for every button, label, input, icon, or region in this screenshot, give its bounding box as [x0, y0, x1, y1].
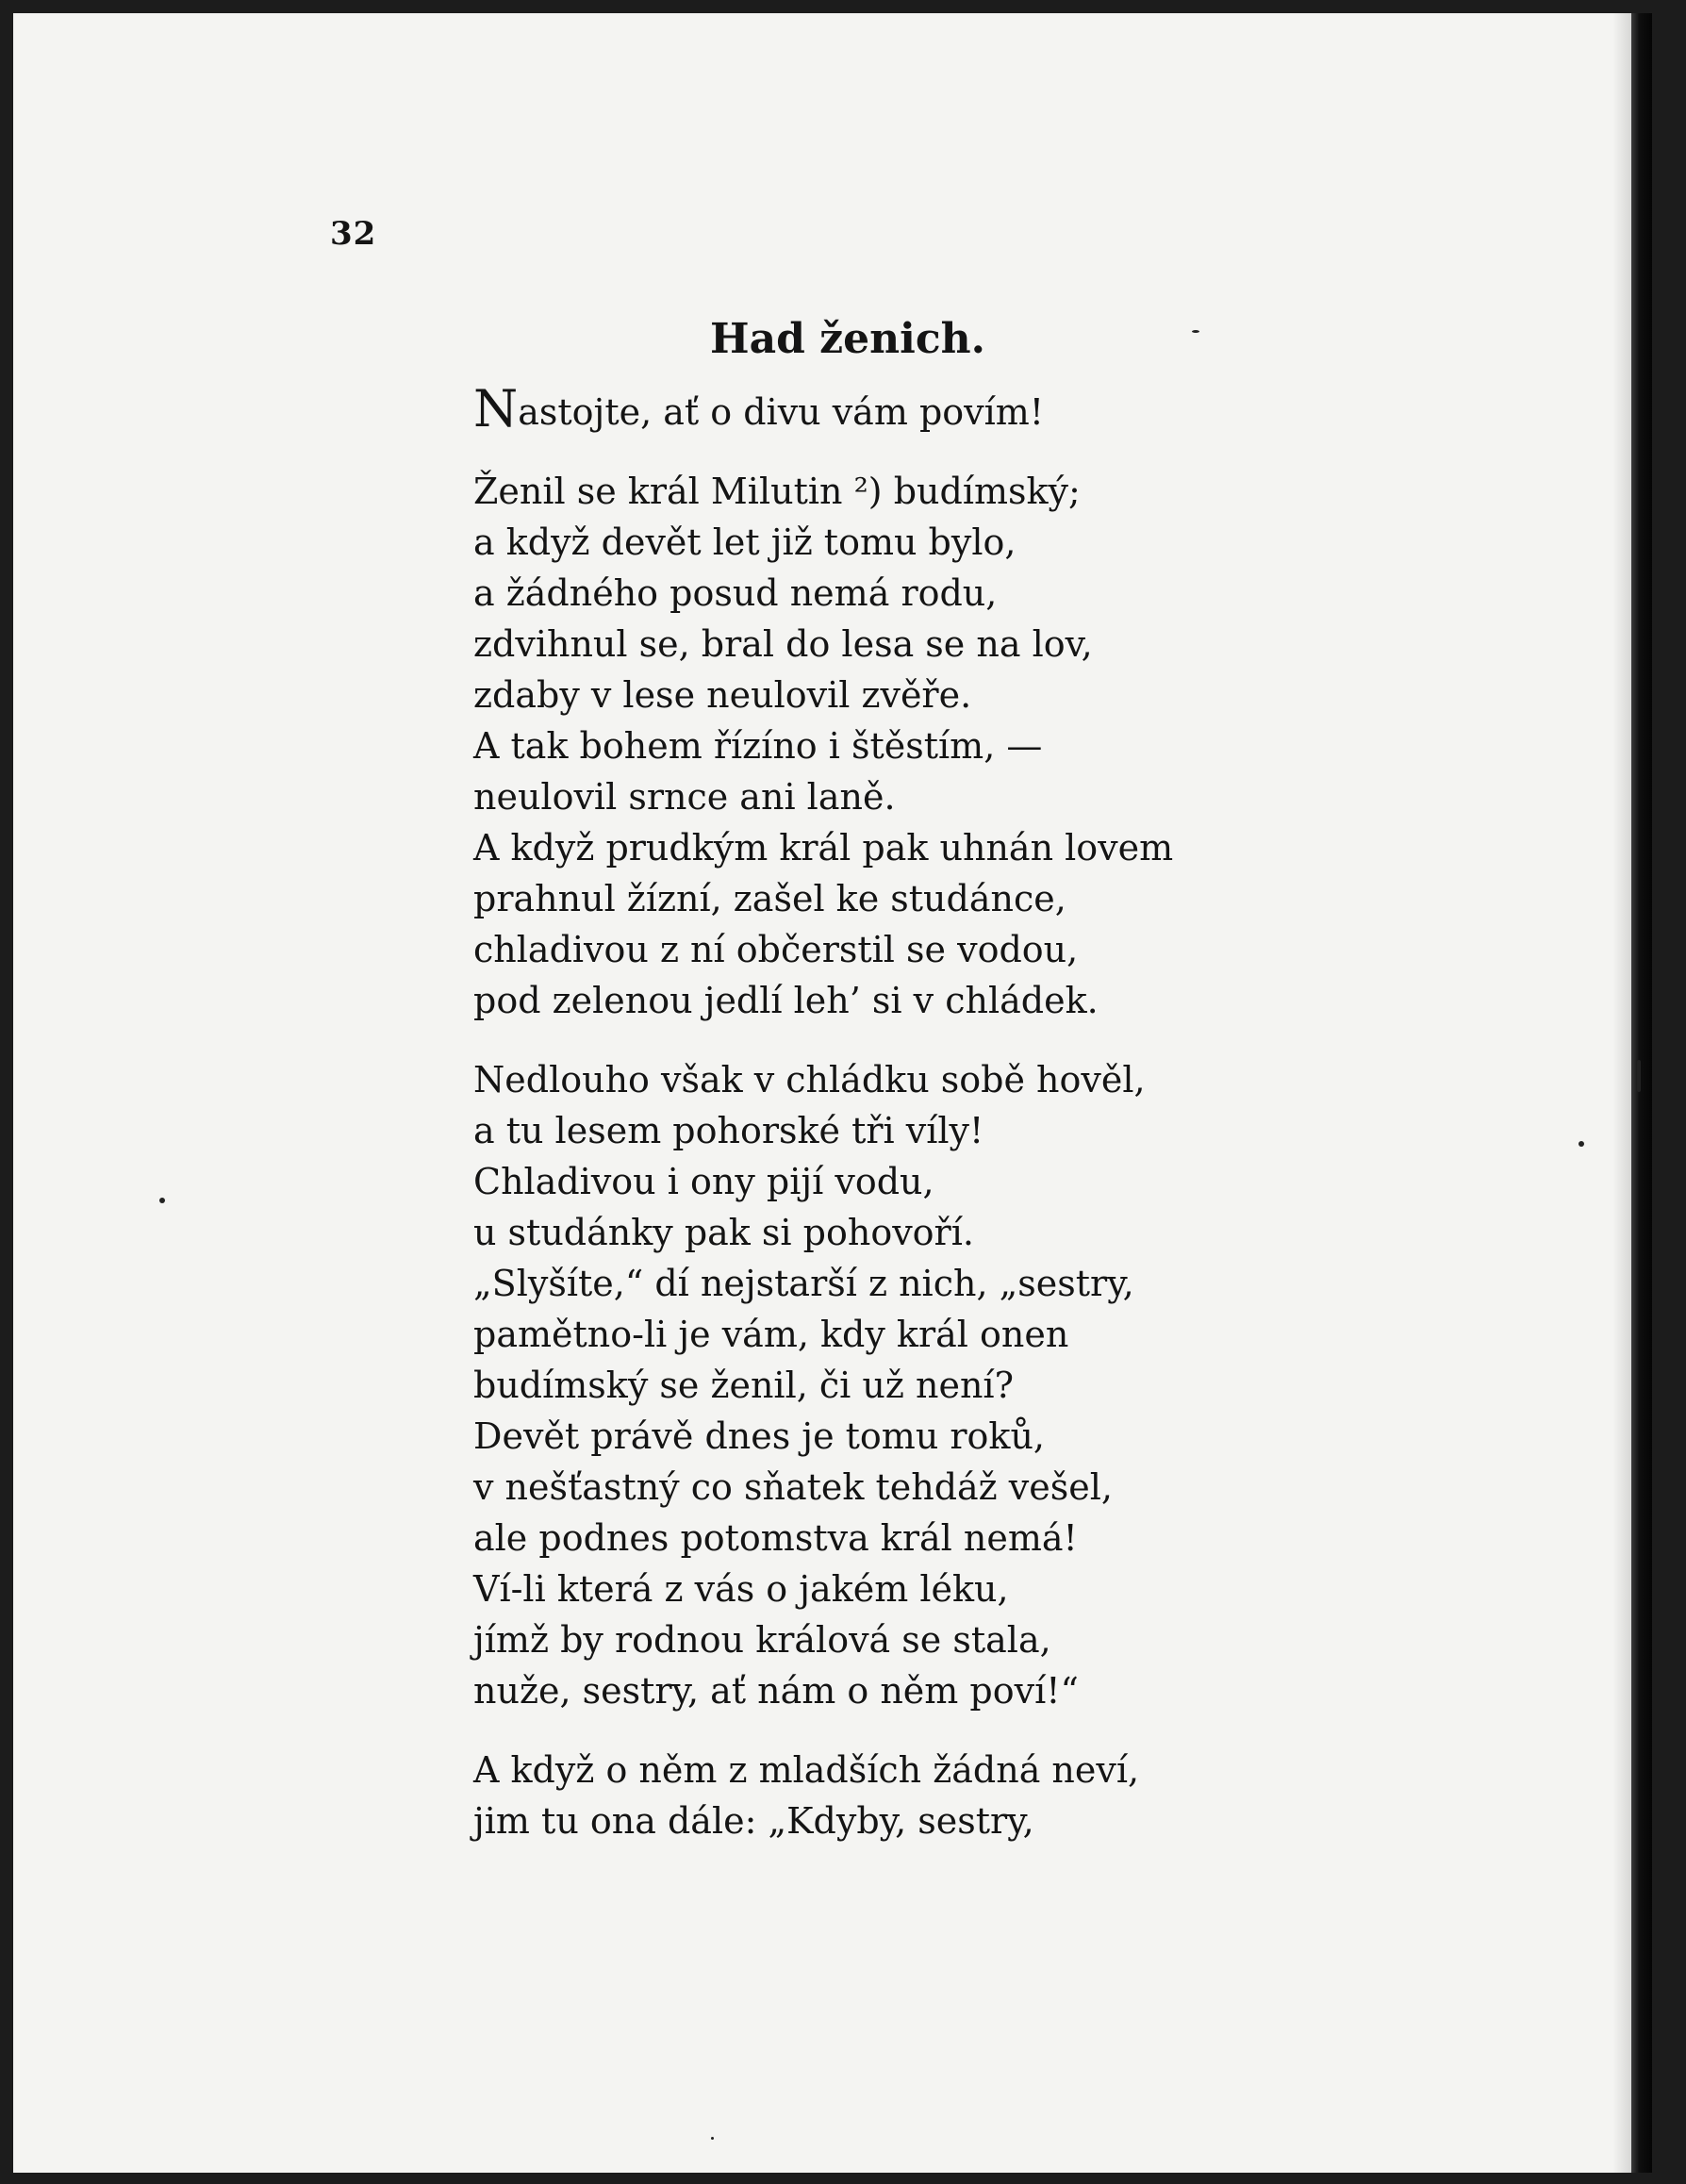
opening-line-text: astojte, ať o divu vám povím!	[518, 391, 1045, 433]
poem-line: ale podnes potomstva král nemá!	[473, 1517, 1078, 1559]
initial-letter: N	[473, 379, 519, 438]
page-number: 32	[330, 215, 377, 253]
poem-line: budímský se ženil, či už není?	[473, 1365, 1014, 1406]
poem-line: A když o něm z mladších žádná neví,	[473, 1749, 1140, 1791]
poem-line: a žádného posud nemá rodu,	[473, 572, 998, 614]
poem-line: Chladivou i ony pijí vodu,	[473, 1161, 934, 1202]
poem-line: a tu lesem pohorské tři víly!	[473, 1110, 984, 1151]
poem-line: zdvihnul se, bral do lesa se na lov,	[473, 623, 1093, 665]
poem-line: a když devět let již tomu bylo,	[473, 521, 1017, 563]
poem-line: zdaby v lese neulovil zvěře.	[473, 674, 972, 716]
poem-line: nuže, sestry, ať nám o něm poví!“	[473, 1670, 1079, 1712]
poem-title: Had ženich.	[710, 315, 985, 363]
poem-line: chladivou z ní občerstil se vodou,	[473, 929, 1079, 970]
poem-body	[473, 379, 1174, 1846]
poem-line: pod zelenou jedlí leh’ si v chládek.	[473, 980, 1099, 1021]
poem-line: prahnul žízní, zašel ke studánce,	[473, 878, 1066, 919]
poem-line: u studánky pak si pohovoří.	[473, 1212, 974, 1253]
poem-line: jímž by rodnou králová se stala,	[473, 1619, 1051, 1661]
poem-line: A když prudkým král pak uhnán lovem	[473, 827, 1174, 869]
poem-line: A tak bohem řízíno i štěstím, —	[473, 725, 1043, 767]
opening-line	[473, 379, 1173, 438]
poem-line: Ví-li která z vás o jakém léku,	[473, 1568, 1009, 1610]
print-speck	[1637, 1060, 1641, 1092]
print-speck	[159, 1198, 165, 1203]
poem-line: Ženil se král Milutin ²) budímský;	[473, 471, 1081, 512]
stanza-3	[473, 1745, 1173, 1846]
stanza-2	[473, 1054, 1173, 1716]
poem-line: pamětno-li je vám, kdy král onen	[473, 1314, 1069, 1355]
print-speck	[711, 2137, 714, 2140]
poem-line: „Slyšíte,“ dí nejstarší z nich, „sestry,	[473, 1263, 1134, 1304]
poem-line: Devět právě dnes je tomu roků,	[473, 1415, 1046, 1457]
print-speck	[1579, 1141, 1584, 1147]
opening-line-stanza	[473, 379, 1173, 438]
poem-line: Nedlouho však v chládku sobě hověl,	[473, 1059, 1146, 1100]
stanza-1	[473, 466, 1173, 1026]
poem-line: neulovil srnce ani laně.	[473, 776, 896, 818]
poem-line: v nešťastný co sňatek tehdáž vešel,	[473, 1466, 1113, 1508]
poem-line: jim tu ona dále: „Kdyby, sestry,	[473, 1800, 1034, 1842]
